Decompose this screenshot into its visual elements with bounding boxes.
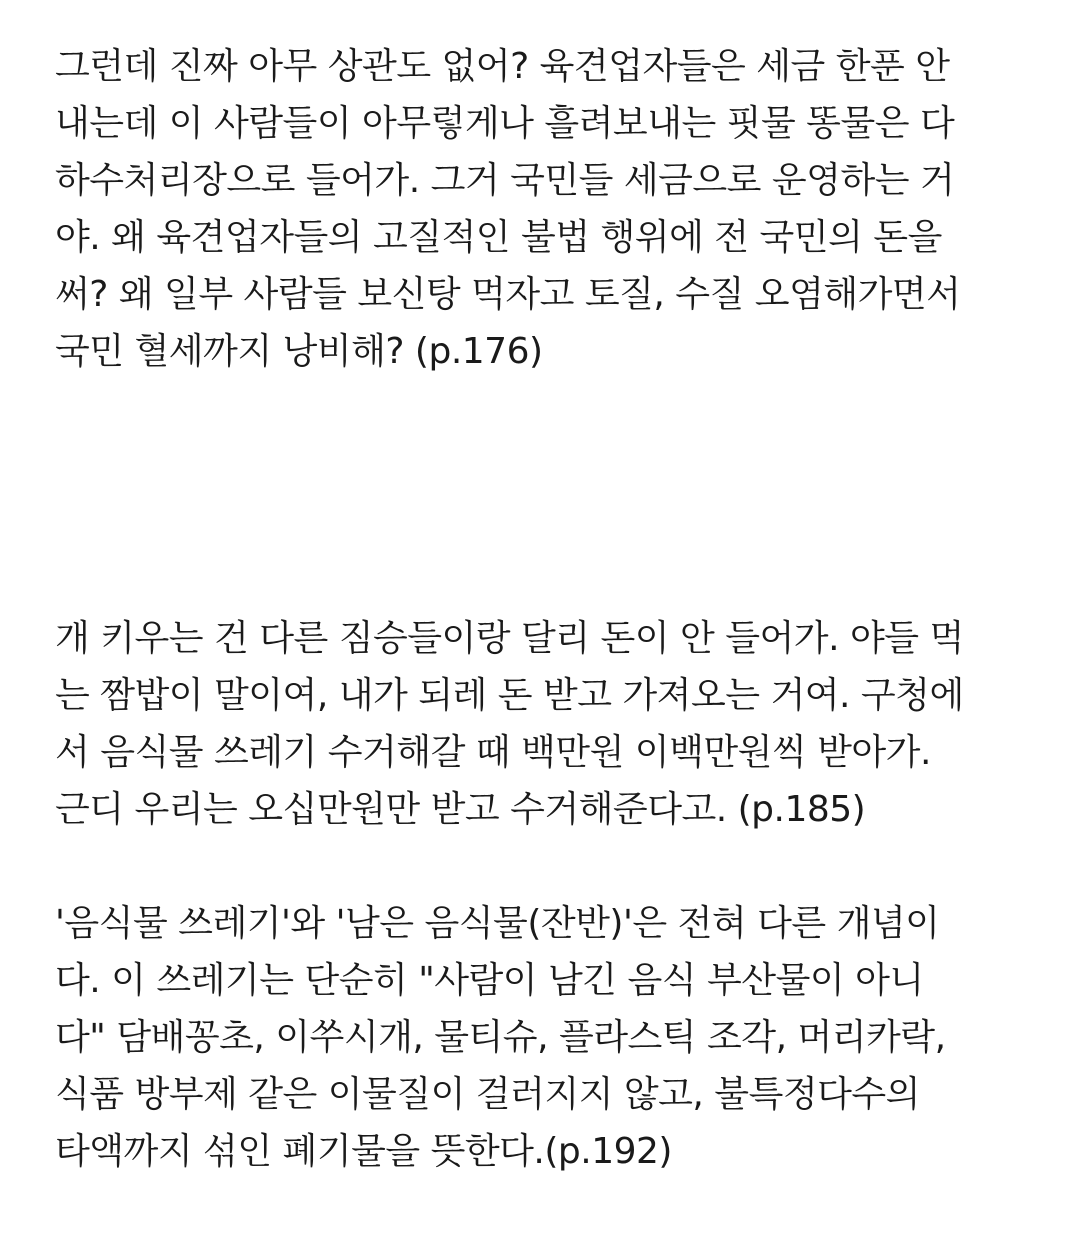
text-line: 타액까지 섞인 폐기물을 뜻한다.(p.192) [55,1131,672,1172]
text-line: 서 음식물 쓰레기 수거해갈 때 백만원 이백만원씩 받아가. [55,732,931,773]
text-line: 하수처리장으로 들어가. 그거 국민들 세금으로 운영하는 거 [55,160,955,201]
text-line: 야. 왜 육견업자들의 고질적인 불법 행위에 전 국민의 돈을 [55,217,942,258]
text-line: 근디 우리는 오십만원만 받고 수거해준다고. (p.185) [55,789,866,830]
text-line: 개 키우는 건 다른 짐승들이랑 달리 돈이 안 들어가. 야들 먹 [55,618,964,659]
quote-passage-2 [55,610,1045,838]
text-line: '음식물 쓰레기'와 '남은 음식물(잔반)'은 전혀 다른 개념이 [55,903,940,944]
text-line: 다. 이 쓰레기는 단순히 "사람이 남긴 음식 부산물이 아니 [55,960,924,1001]
text-line: 써? 왜 일부 사람들 보신탕 먹자고 토질, 수질 오염해가면서 [55,274,961,315]
text-line: 내는데 이 사람들이 아무렇게나 흘려보내는 핏물 똥물은 다 [55,103,955,144]
text-line: 국민 혈세까지 낭비해? (p.176) [55,331,543,372]
text-line: 식품 방부제 같은 이물질이 걸러지지 않고, 불특정다수의 [55,1074,920,1115]
text-line: 는 짬밥이 말이여, 내가 되레 돈 받고 가져오는 거여. 구청에 [55,675,964,716]
quote-passage-1 [55,38,1045,380]
quote-passage-3 [55,895,1045,1180]
text-line: 다" 담배꽁초, 이쑤시개, 물티슈, 플라스틱 조각, 머리카락, [55,1017,946,1058]
text-line: 그런데 진짜 아무 상관도 없어? 육견업자들은 세금 한푼 안 [55,46,950,87]
